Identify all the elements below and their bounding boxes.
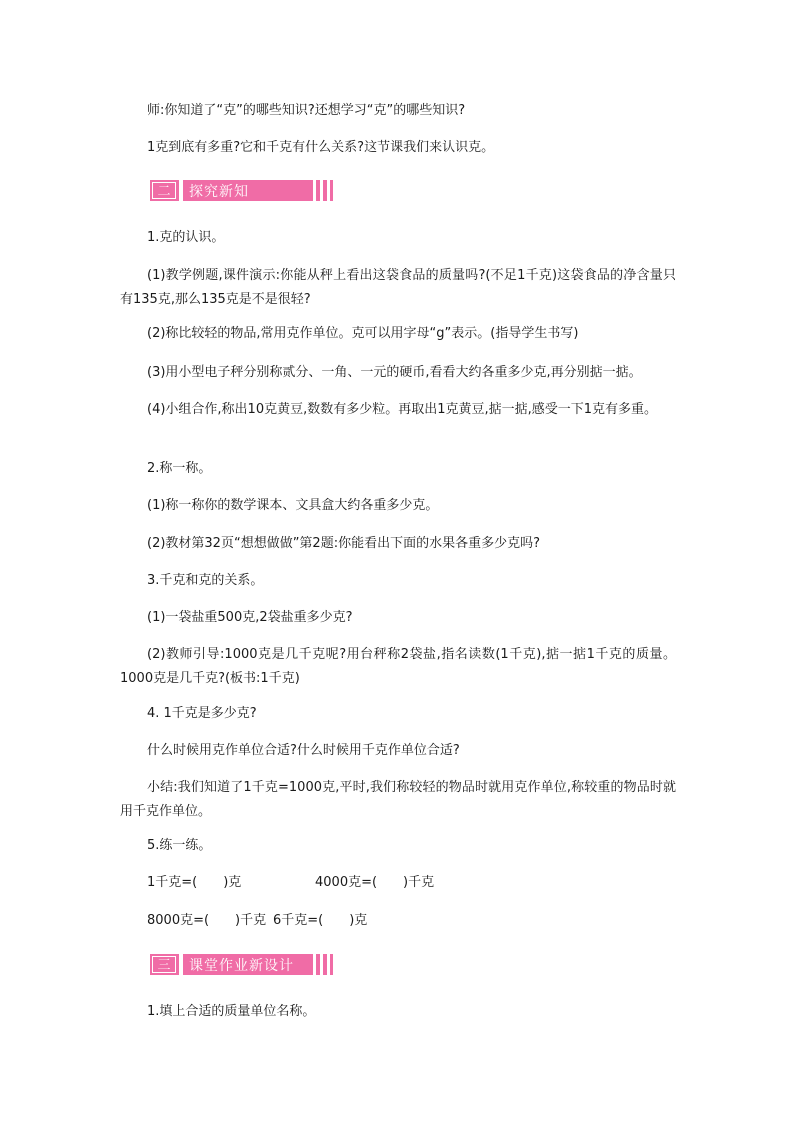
paragraph-fruits: (2)教材第32页“想想做做”第2题:你能看出下面的水果各重多少克吗? (147, 536, 540, 551)
paragraph-salt: (1)一袋盐重500克,2袋盐重多少克? (147, 610, 353, 625)
paragraph-unit: (2)称比较轻的物品,常用克作单位。克可以用字母“g”表示。(指导学生书写) (147, 326, 579, 341)
banner-stripes (309, 180, 330, 201)
subheading-fill-units: 1.填上合适的质量单位名称。 (147, 1004, 316, 1019)
intro-question: 师:你知道了“克”的哪些知识?还想学习“克”的哪些知识? (147, 103, 466, 118)
subheading-weigh: 2.称一称。 (147, 461, 212, 476)
section-number: 二 (152, 182, 176, 199)
paragraph-example: (1)教学例题,课件演示:你能从秤上看出这袋食品的质量吗?(不足1千克)这袋食品的净含量只有135克,那么135克是不是很轻? (120, 268, 676, 307)
section-banner-explore (150, 180, 333, 201)
exercise-item: 8000克=( )千克 (147, 913, 267, 928)
banner-stripes (309, 954, 330, 975)
paragraph-teacher-guide: (2)教师引导:1000克是几千克呢?用台秤称2袋盐,指名读数(1千克),掂一掂1千克的质量。1000克是几千克?(板书:1千克) (120, 647, 676, 686)
subheading-kilogram: 4. 1千克是多少克? (147, 706, 257, 721)
paragraph-when: 什么时候用克作单位合适?什么时候用千克作单位合适? (147, 743, 460, 758)
subheading-gram: 1.克的认识。 (147, 230, 225, 245)
exercise-item: 4000克=( )千克 (315, 875, 435, 890)
section-banner-homework (150, 954, 333, 975)
paragraph-summary: 小结:我们知道了1千克=1000克,平时,我们称较轻的物品时就用克作单位,称较重的物品时就用千克作单位。 (120, 780, 676, 819)
section-title: 课堂作业新设计 (189, 957, 294, 974)
exercise-item: 6千克=( )克 (273, 913, 368, 928)
banner-divider (179, 180, 183, 201)
subheading-practice: 5.练一练。 (147, 838, 212, 853)
subheading-relation: 3.千克和克的关系。 (147, 573, 264, 588)
intro-lead: 1克到底有多重?它和千克有什么关系?这节课我们来认识克。 (147, 140, 495, 155)
section-title: 探究新知 (189, 183, 249, 200)
section-number: 三 (152, 956, 176, 973)
banner-divider (179, 954, 183, 975)
paragraph-coins: (3)用小型电子秤分别称贰分、一角、一元的硬币,看看大约各重多少克,再分别掂一掂。 (147, 365, 642, 380)
exercise-item: 1千克=( )克 (147, 875, 242, 890)
paragraph-beans: (4)小组合作,称出10克黄豆,数数有多少粒。再取出1克黄豆,掂一掂,感受一下1克有多重。 (147, 402, 658, 417)
paragraph-weigh-books: (1)称一称你的数学课本、文具盒大约各重多少克。 (147, 498, 439, 513)
